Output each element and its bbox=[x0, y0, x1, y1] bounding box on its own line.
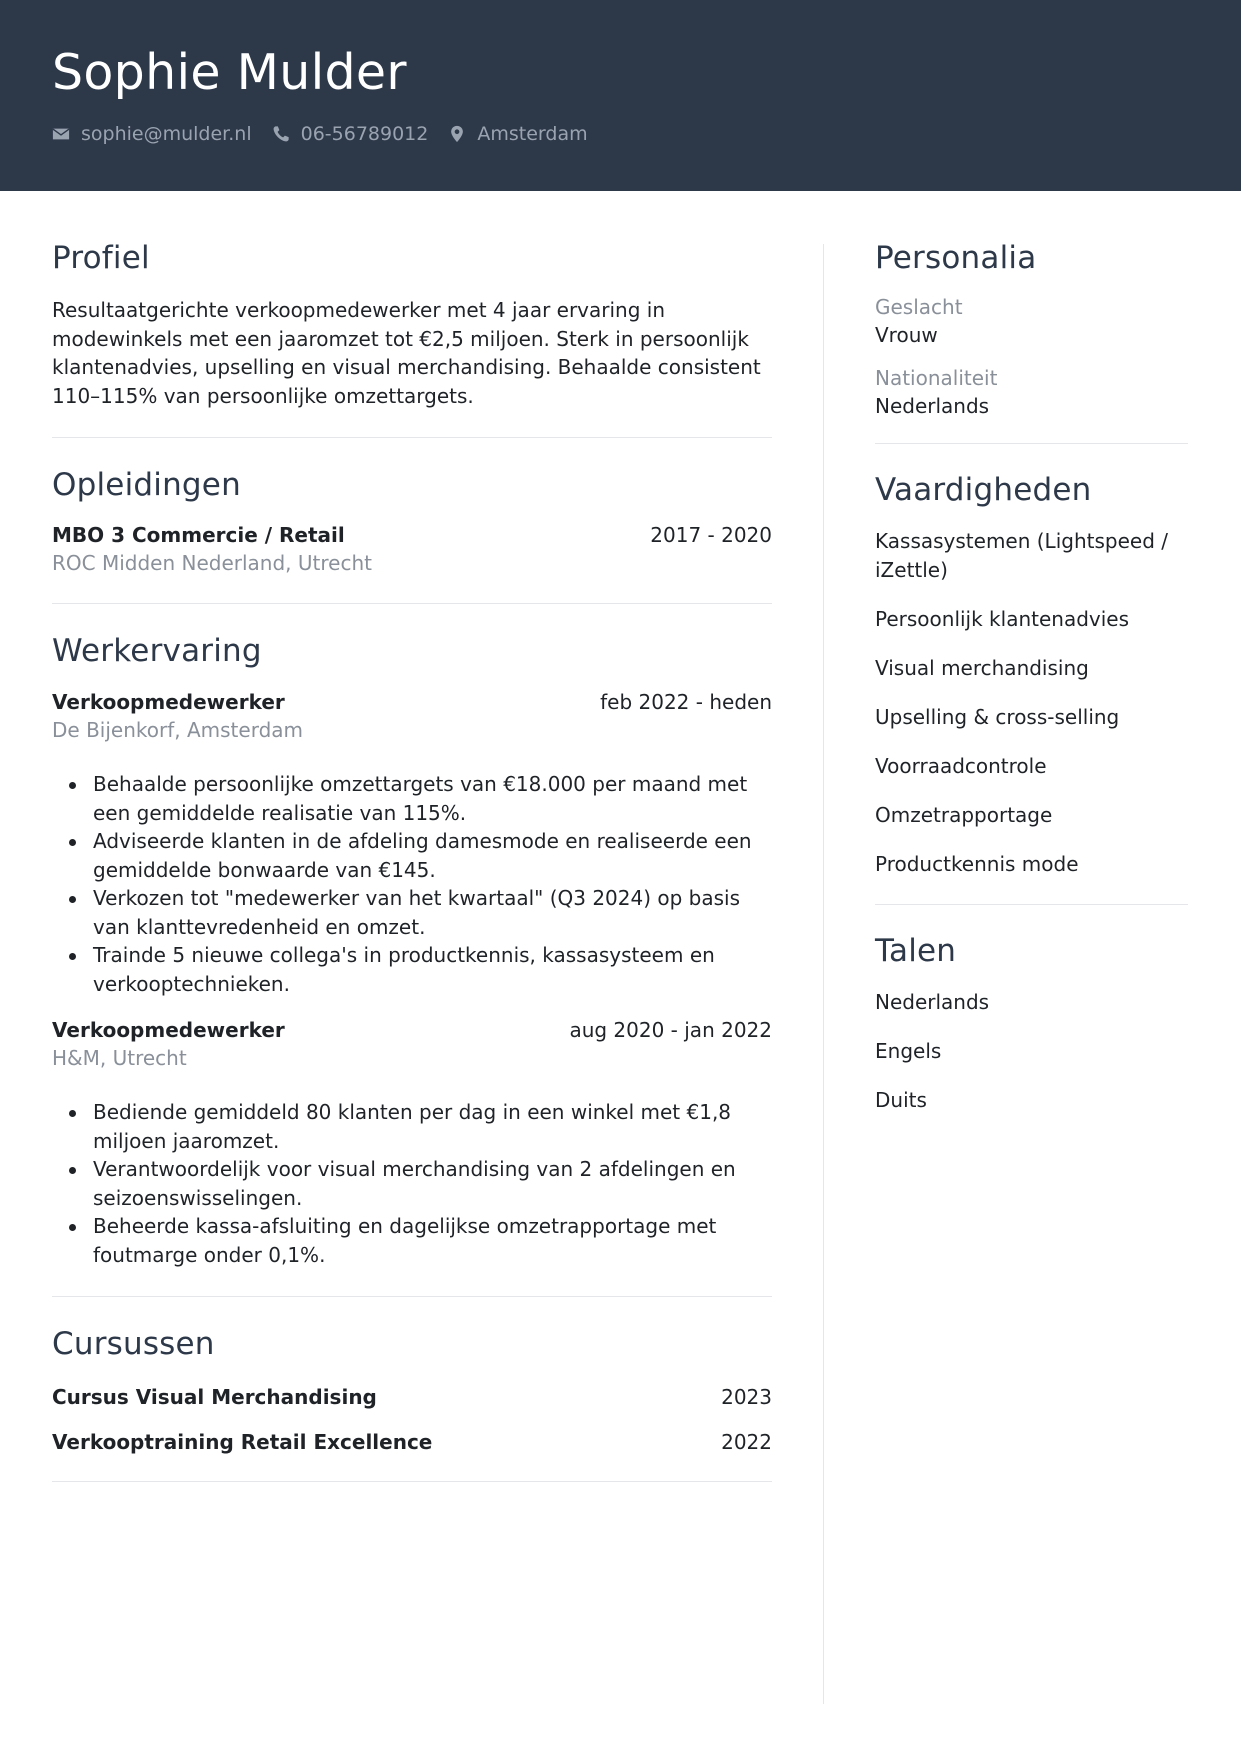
job-date: aug 2020 - jan 2022 bbox=[569, 1018, 772, 1042]
job-bullets bbox=[52, 1098, 772, 1269]
language-item: Nederlands bbox=[875, 990, 990, 1014]
skill-item: Omzetrapportage bbox=[875, 803, 1053, 827]
skill-item: Visual merchandising bbox=[875, 656, 1089, 680]
envelope-icon bbox=[52, 125, 70, 143]
list-item: Trainde 5 nieuwe collega's in productkennis, kassasysteem en verkooptechnieken. bbox=[52, 941, 772, 998]
experience-section bbox=[52, 633, 772, 1269]
section-divider bbox=[875, 443, 1188, 444]
skill-item: Kassasystemen (Lightspeed / iZettle) bbox=[875, 529, 1168, 582]
profile-section bbox=[52, 240, 772, 410]
job-employer: De Bijenkorf, Amsterdam bbox=[52, 718, 303, 742]
section-divider bbox=[52, 1481, 772, 1482]
skill-item: Productkennis mode bbox=[875, 852, 1079, 876]
contact-email-text: sophie@mulder.nl bbox=[81, 123, 252, 145]
skills-title: Vaardigheden bbox=[875, 472, 1092, 508]
job-title: Verkoopmedewerker bbox=[52, 690, 285, 714]
languages-title: Talen bbox=[875, 933, 957, 969]
main-column bbox=[52, 240, 772, 1482]
experience-title: Werkervaring bbox=[52, 633, 262, 669]
profile-title: Profiel bbox=[52, 240, 150, 276]
language-item: Engels bbox=[875, 1039, 942, 1063]
profile-text: Resultaatgerichte verkoopmedewerker met 4 jaar ervaring in modewinkels met een jaaromzet tot €2,5 miljoen. Sterk in persoonlijk klantenadvies, upselling en visual merchandising. Behaalde consistent 110–115% van persoonlijke omzettargets. bbox=[52, 298, 761, 408]
location-pin-icon bbox=[448, 125, 466, 143]
section-divider bbox=[875, 904, 1188, 905]
personal-value: Nederlands bbox=[875, 394, 990, 418]
header-banner bbox=[0, 0, 1241, 191]
list-item: Beheerde kassa-afsluiting en dagelijkse omzetrapportage met foutmarge onder 0,1%. bbox=[52, 1212, 772, 1269]
education-degree: MBO 3 Commercie / Retail bbox=[52, 523, 345, 547]
section-divider bbox=[52, 603, 772, 604]
contact-location bbox=[448, 123, 587, 145]
course-name: Cursus Visual Merchandising bbox=[52, 1385, 377, 1409]
section-divider bbox=[52, 437, 772, 438]
course-entry bbox=[52, 1385, 772, 1409]
personal-item bbox=[875, 295, 1188, 347]
sidebar-column bbox=[875, 240, 1188, 1115]
list-item: Adviseerde klanten in de afdeling damesmode en realiseerde een gemiddelde bonwaarde van €145. bbox=[52, 827, 772, 884]
personal-section bbox=[875, 240, 1188, 418]
experience-entry bbox=[52, 1018, 772, 1269]
education-entry bbox=[52, 523, 772, 575]
section-divider bbox=[52, 1296, 772, 1297]
skills-section bbox=[875, 472, 1188, 879]
list-item: Verkozen tot "medewerker van het kwartaal" (Q3 2024) op basis van klanttevredenheid en omzet. bbox=[52, 884, 772, 941]
personal-label: Geslacht bbox=[875, 295, 963, 319]
education-school: ROC Midden Nederland, Utrecht bbox=[52, 551, 372, 575]
courses-title: Cursussen bbox=[52, 1326, 215, 1362]
education-title: Opleidingen bbox=[52, 467, 241, 503]
course-year: 2022 bbox=[721, 1430, 772, 1454]
experience-entry bbox=[52, 690, 772, 998]
job-bullets bbox=[52, 770, 772, 998]
job-date: feb 2022 - heden bbox=[600, 690, 772, 714]
job-title: Verkoopmedewerker bbox=[52, 1018, 285, 1042]
column-divider bbox=[823, 244, 824, 1704]
language-item: Duits bbox=[875, 1088, 927, 1112]
list-item: Verantwoordelijk voor visual merchandising van 2 afdelingen en seizoenswisselingen. bbox=[52, 1155, 772, 1212]
skill-item: Persoonlijk klantenadvies bbox=[875, 607, 1130, 631]
skill-item: Voorraadcontrole bbox=[875, 754, 1047, 778]
job-employer: H&M, Utrecht bbox=[52, 1046, 187, 1070]
course-year: 2023 bbox=[721, 1385, 772, 1409]
personal-title: Personalia bbox=[875, 240, 1037, 276]
list-item: Behaalde persoonlijke omzettargets van €18.000 per maand met een gemiddelde realisatie van 115%. bbox=[52, 770, 772, 827]
personal-value: Vrouw bbox=[875, 323, 938, 347]
contact-bar bbox=[52, 123, 608, 145]
list-item: Bediende gemiddeld 80 klanten per dag in een winkel met €1,8 miljoen jaaromzet. bbox=[52, 1098, 772, 1155]
education-section bbox=[52, 467, 772, 575]
contact-phone[interactable] bbox=[272, 123, 429, 145]
personal-label: Nationaliteit bbox=[875, 366, 998, 390]
phone-icon bbox=[272, 125, 290, 143]
contact-location-text: Amsterdam bbox=[477, 123, 588, 145]
courses-section bbox=[52, 1326, 772, 1454]
education-date: 2017 - 2020 bbox=[650, 523, 772, 547]
candidate-name: Sophie Mulder bbox=[52, 44, 407, 101]
course-name: Verkooptraining Retail Excellence bbox=[52, 1430, 433, 1454]
course-entry bbox=[52, 1430, 772, 1454]
contact-phone-text: 06-56789012 bbox=[300, 123, 429, 145]
contact-email[interactable] bbox=[52, 123, 252, 145]
personal-item bbox=[875, 366, 1188, 418]
skill-item: Upselling & cross-selling bbox=[875, 705, 1120, 729]
languages-section bbox=[875, 933, 1188, 1115]
